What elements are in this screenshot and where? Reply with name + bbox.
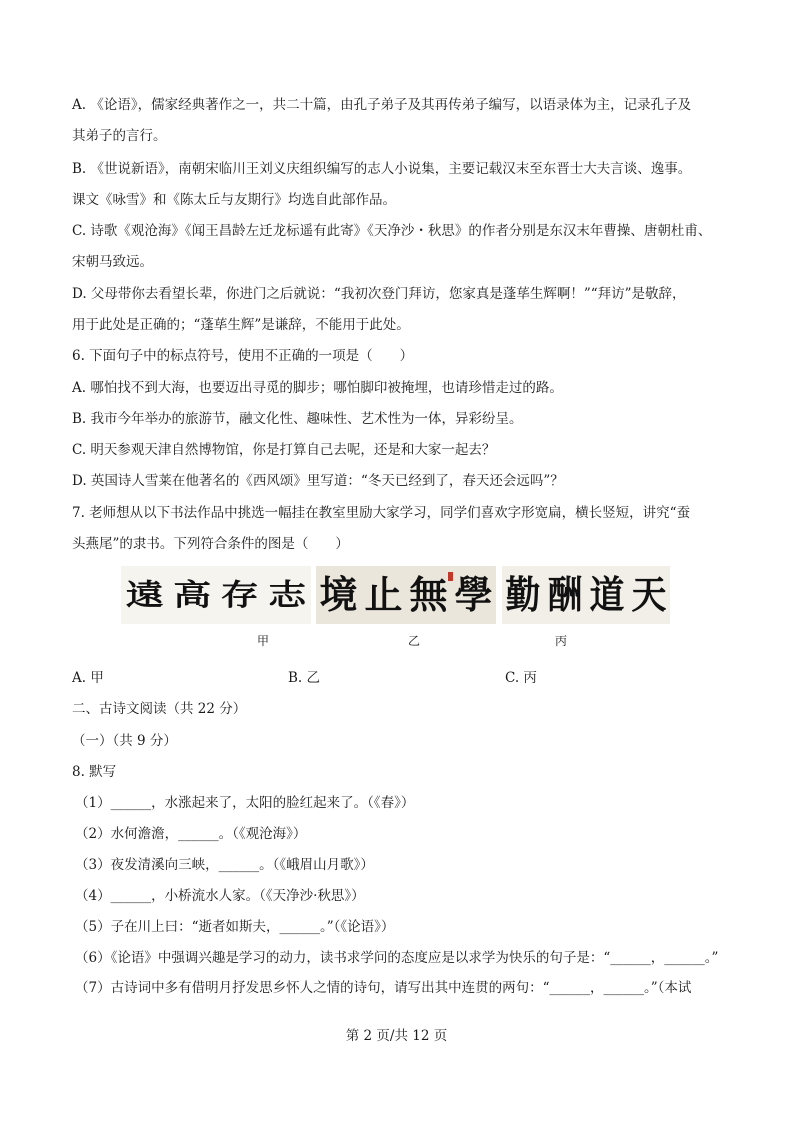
question-7-line1: 7. 老师想从以下书法作品中挑选一幅挂在教室里励大家学习，同学们喜欢字形宽扁，横长竖短，讲究“蚕	[72, 505, 691, 521]
question-7-option-a: A. 甲	[72, 670, 104, 686]
calligraphy-char: 酬	[547, 572, 583, 617]
page-footer: 第 2 页/共 12 页	[345, 1028, 448, 1044]
calligraphy-char: 勤	[505, 572, 541, 617]
section-2-title: 二、古诗文阅读（共 22 分）	[72, 701, 247, 717]
option-b-line2: 课文《咏雪》和《陈太丘与友期行》均选自此部作品。	[72, 192, 396, 208]
dictation-item-7: （7）古诗词中多有借明月抒发思乡怀人之情的诗句，请写出其中连贯的两句：“______，______。”（本试	[75, 980, 692, 996]
question-6: 6. 下面句子中的标点符号，使用不正确的一项是（ ）	[72, 348, 414, 364]
calligraphy-char: 遠	[125, 577, 164, 613]
calligraphy-panel-yi	[316, 566, 496, 624]
question-7-line2: 头燕尾”的隶书。下列符合条件的图是（ ）	[72, 536, 349, 552]
question-6-option-d: D. 英国诗人雪莱在他著名的《西风颂》里写道：“冬天已经到了，春天还会远吗”？	[72, 473, 564, 489]
option-a-line2: 其弟子的言行。	[72, 128, 167, 144]
calligraphy-char: 止	[364, 572, 403, 617]
calligraphy-panel-bing	[502, 566, 670, 624]
caption-bing: 丙	[555, 634, 568, 648]
question-7-option-c: C. 丙	[505, 670, 537, 686]
caption-yi: 乙	[408, 634, 421, 648]
option-c-line1: C. 诗歌《观沧海》《闻王昌龄左迁龙标遥有此寄》《天净沙・秋思》的作者分别是东汉末年曹操、唐朝杜甫、	[72, 223, 712, 239]
section-2-subtitle: （一）（共 9 分）	[72, 733, 177, 749]
calligraphy-panel-jia	[121, 566, 311, 624]
dictation-item-4: （4）______，小桥流水人家。（《天净沙·秋思》）	[75, 888, 365, 904]
red-seal-mark	[448, 572, 453, 581]
calligraphy-char: 高	[173, 577, 212, 613]
dictation-item-2: （2）水何澹澹，______。（《观沧海》）	[75, 826, 307, 842]
calligraphy-char: 境	[319, 572, 358, 617]
caption-jia: 甲	[257, 634, 270, 648]
option-d-line1: D. 父母带你去看望长辈，你进门之后就说：“我初次登门拜访，您家真是蓬荜生辉啊！”“拜访”是敬辞，	[72, 286, 686, 302]
calligraphy-char: 天	[631, 572, 667, 617]
question-6-option-c: C. 明天参观天津自然博物馆，你是打算自己去呢，还是和大家一起去？	[72, 442, 496, 458]
calligraphy-char: 志	[268, 577, 307, 613]
calligraphy-char: 學	[454, 572, 493, 617]
option-a-line1: A. 《论语》，儒家经典著作之一，共二十篇，由孔子弟子及其再传弟子编写，以语录体为主，记录孔子及	[72, 97, 692, 113]
calligraphy-char: 無	[409, 572, 448, 617]
question-6-option-a: A. 哪怕找不到大海，也要迈出寻觅的脚步；哪怕脚印被掩埋，也请珍惜走过的路。	[72, 380, 563, 396]
dictation-item-5: （5）子在川上曰：“逝者如斯夫，______。”（《论语》）	[75, 919, 395, 935]
question-6-option-b: B. 我市今年举办的旅游节，融文化性、趣味性、艺术性为一体，异彩纷呈。	[72, 411, 523, 427]
dictation-item-3: （3）夜发清溪向三峡，______。（《峨眉山月歌》）	[75, 857, 374, 873]
option-c-line2: 宋朝马致远。	[72, 254, 153, 270]
calligraphy-char: 道	[589, 572, 625, 617]
question-8: 8. 默写	[72, 764, 117, 780]
question-7-option-b: B. 乙	[288, 670, 321, 686]
option-d-line2: 用于此处是正确的；“蓬荜生辉”是谦辞，不能用于此处。	[72, 317, 410, 333]
option-b-line1: B. 《世说新语》，南朝宋临川王刘义庆组织编写的志人小说集，主要记载汉末至东晋士大夫言谈、逸事。	[72, 161, 692, 177]
dictation-item-6: （6）《论语》中强调兴趣是学习的动力，读书求学问的态度应是以求学为快乐的句子是：“______，______。”	[75, 950, 719, 966]
calligraphy-char: 存	[220, 577, 259, 613]
dictation-item-1: （1）______，水涨起来了，太阳的脸红起来了。（《春》）	[75, 795, 415, 811]
